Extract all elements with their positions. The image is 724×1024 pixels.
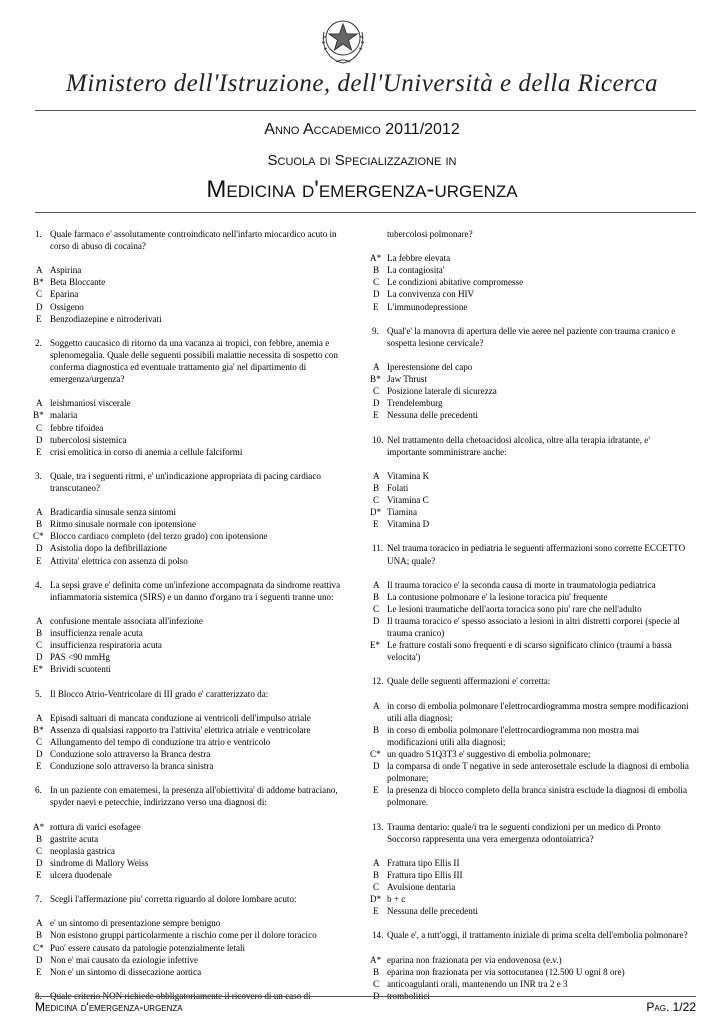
options-7 bbox=[35, 917, 353, 977]
option: E Conduzione solo attraverso la branca sinistra bbox=[36, 761, 214, 772]
option: A Il trauma toracico e' la seconda causa di morte in traumatologia pediatrica bbox=[373, 579, 656, 590]
options-13 bbox=[372, 857, 690, 917]
option: C Vitamina C bbox=[373, 495, 429, 506]
options-9 bbox=[372, 361, 690, 421]
option: D Conduzione solo attraverso la Branca destra bbox=[36, 749, 211, 760]
option: D sindrome di Mallory Weiss bbox=[36, 857, 149, 868]
option: A Episodi saltuari di mancata conduzione ai ventricoli dell'impulso atriale bbox=[36, 712, 311, 723]
option: E L'immunodepressione bbox=[373, 301, 468, 312]
option: C insufficienza respiratoria acuta bbox=[36, 640, 162, 651]
option: C Eparina bbox=[36, 289, 79, 300]
question-12: 12. Quale delle seguenti affermazioni e' corretta: bbox=[372, 676, 551, 687]
option: D tubercolosi sistemica bbox=[36, 434, 127, 445]
option-correct: B* Jaw Thrust bbox=[370, 374, 427, 385]
option-correct: C* Blocco cardiaco completo (del terzo grado) con ipotensione bbox=[33, 531, 268, 542]
option-correct: B* malaria bbox=[33, 410, 78, 421]
option: C Posizione laterale di sicurezza bbox=[373, 386, 497, 397]
option: E Vitamina D bbox=[373, 519, 430, 530]
option: C Allungamento del tempo di conduzione tra atrio e ventricolo bbox=[36, 736, 271, 747]
footer-page-number: Pag. 1/22 bbox=[646, 1000, 696, 1014]
option: B Non esistono gruppi particolarmente a rischio come per il dolore toracico bbox=[36, 930, 317, 941]
question-4: 4. La sepsi grave e' definita come un'infezione accompagnata da sindrome reattiva infiammatoria sistemica (SIRS) e un danno d'organo tra i seguenti tranne uno: bbox=[35, 579, 341, 602]
question-13: 13. Trauma dentario: quale/i tra le seguenti condizioni per un medico di Pronto Soccorso rappresenta una vera emergenza odontoiatrica? bbox=[372, 821, 661, 844]
question-11: 11. Nel trauma toracico in pediatria le seguenti affermazioni sono corrette ECCETTO UNA; quale? bbox=[372, 543, 686, 566]
option: D la comparsa di onde T negative in sede anterosettale esclude la diagnosi di embolia polmonare; bbox=[373, 761, 689, 784]
option: A Iperestensione del capo bbox=[373, 362, 473, 373]
option: A Frattura tipo Ellis II bbox=[373, 857, 460, 868]
option: C febbre tifoidea bbox=[36, 422, 104, 433]
option-correct: E* Le fratture costali sono frequenti e di scarso significato clinico (traumi a bassa velocita') bbox=[370, 640, 672, 663]
option-correct: E* Brividi scuotenti bbox=[33, 664, 111, 675]
options-4 bbox=[35, 615, 353, 675]
option-correct: A* eparina non frazionata per via endovenosa (e.v.) bbox=[370, 954, 562, 965]
option: E Attivita' elettrica con assenza di polso bbox=[36, 555, 188, 566]
question-14: 14. Quale e', a tutt'oggi, il trattamento iniziale di prima scelta dell'embolia polmonare? bbox=[372, 930, 688, 941]
option: B eparina non frazionata per via sottocutanea (12.500 U ogni 8 ore) bbox=[373, 966, 625, 977]
options-6 bbox=[35, 821, 353, 881]
questions-right-column bbox=[372, 228, 690, 1014]
footer-specialty: Medicina d'emergenza-urgenza bbox=[35, 1000, 183, 1014]
option: B La contagiosita' bbox=[373, 265, 445, 276]
question-10: 10. Nel trattamento della chetoacidosi alcolica, oltre alla terapia idratante, e' importante somministrare anche: bbox=[372, 434, 650, 457]
option: B La contusione polmonare e' la lesione toracica piu' frequente bbox=[373, 591, 608, 602]
option: D Ossigeno bbox=[36, 301, 84, 312]
school-label: Scuola di Specializzazione in bbox=[267, 152, 457, 169]
option-correct: C* un quadro S1Q3T3 e' suggestivo di embolia polmonare; bbox=[370, 749, 591, 760]
options-1 bbox=[35, 264, 353, 324]
option: E Nessuna delle precedenti bbox=[373, 410, 478, 421]
options-12 bbox=[372, 700, 690, 809]
option-correct: D* Tiamina bbox=[370, 507, 417, 518]
option: D Asistolia dopo la defibrillazione bbox=[36, 543, 167, 554]
questions-left-column bbox=[35, 228, 353, 1014]
question-1: 1. Quale farmaco e' assolutamente controindicato nell'infarto miocardico acuto in corso di abuso di cocaina? bbox=[35, 229, 337, 252]
option: E Benzodiazepine e nitroderivati bbox=[36, 313, 162, 324]
option: C Le lesioni traumatiche dell'aorta toracica sono piu' rare che nell'adulto bbox=[373, 603, 642, 614]
options-5 bbox=[35, 712, 353, 772]
header-rule-bottom bbox=[35, 212, 696, 213]
option: A Aspirina bbox=[36, 265, 82, 276]
option: D Trendelemburg bbox=[373, 398, 443, 409]
option: D PAS <90 mmHg bbox=[36, 652, 110, 663]
option-correct: A* La febbre elevata bbox=[370, 253, 451, 264]
question-7: 7. Scegli l'affermazione piu' corretta riguardo al dolore lombare acuto: bbox=[35, 894, 297, 905]
option: B Ritmo sinusale normale con ipotensione bbox=[36, 519, 196, 530]
option-correct: D* b + c bbox=[370, 894, 406, 905]
option: A Bradicardia sinusale senza sintomi bbox=[36, 507, 177, 518]
republic-emblem-icon bbox=[318, 12, 368, 66]
options-8 bbox=[372, 252, 690, 312]
option: D Non e' mai causato da eziologie infettive bbox=[36, 954, 199, 965]
option: E crisi emolitica in corso di anemia a cellule falciformi bbox=[36, 446, 243, 457]
option: E ulcera duodenale bbox=[36, 869, 112, 880]
question-9: 9. Qual'e' la manovra di apertura delle vie aeree nel paziente con trauma cranico e sospetta lesione cervicale? bbox=[372, 325, 676, 348]
option-correct: B* Assenza di qualsiasi rapporto tra l'attivita' elettrica atriale e ventricolare bbox=[33, 724, 311, 735]
option: A Vitamina K bbox=[373, 470, 430, 481]
option: B in corso di embolia polmonare l'elettrocardiogramma non mostra mai modificazioni utili alla diagnosi; bbox=[373, 724, 640, 747]
option: C Le condizioni abitative compromesse bbox=[373, 277, 524, 288]
option: D Il trauma toracico e' spesso associato a lesioni in altri distretti corporei (specie al trauma cranico) bbox=[373, 616, 680, 639]
option: E Non e' un sintomo di dissecazione aortica bbox=[36, 966, 202, 977]
footer-rule bbox=[35, 996, 696, 997]
question-8: 8. Quale criterio NON richiede obbligatoriamente il ricovero di un caso di bbox=[35, 990, 311, 1001]
academic-year: Anno Accademico 2011/2012 bbox=[264, 121, 460, 138]
header-rule-top bbox=[35, 110, 696, 111]
option-correct: B* Beta Bloccante bbox=[33, 277, 106, 288]
option: B Folati bbox=[373, 482, 409, 493]
question-8-continuation: tubercolosi polmonare? bbox=[387, 229, 473, 239]
option: A leishmaniosi viscerale bbox=[36, 398, 131, 409]
option: B insufficienza renale acuta bbox=[36, 628, 143, 639]
options-3 bbox=[35, 506, 353, 566]
option: E la presenza di blocco completo della branca sinistra esclude la diagnosi di embolia polmonare. bbox=[373, 785, 687, 808]
option: E Nessuna delle precedenti bbox=[373, 906, 478, 917]
option-correct: C* Puo' essere causato da patologie potenzialmente letali bbox=[33, 942, 246, 953]
option: C Avulsione dentaria bbox=[373, 882, 456, 893]
question-3: 3. Quale, tra i seguenti ritmi, e' un'indicazione appropriata di pacing cardiaco transcutaneo? bbox=[35, 470, 321, 493]
option-correct: A* rottura di varici esofagee bbox=[33, 821, 141, 832]
options-11 bbox=[372, 579, 690, 664]
specialty-title: Medicina d'emergenza-urgenza bbox=[206, 176, 518, 203]
options-10 bbox=[372, 470, 690, 530]
option: B gastrite acuta bbox=[36, 833, 99, 844]
question-2: 2. Soggetto caucasico di ritorno da una vacanza ai tropici, con febbre, anemia e splenomegalia. Quale delle seguenti possibili malattie necessita di sospetto con conferma diagnostica ed eventuale trattamento gia' nel dipartimento di emergenza/urgenza? bbox=[35, 337, 338, 385]
options-2 bbox=[35, 397, 353, 457]
option: A confusione mentale associata all'infezione bbox=[36, 616, 203, 626]
option: A e' un sintomo di presentazione sempre benigno bbox=[36, 918, 221, 929]
option: B Frattura tipo Ellis III bbox=[373, 869, 463, 880]
option: D trombolitici bbox=[373, 990, 430, 1001]
question-5: 5. Il Blocco Atrio-Ventricolare di III grado e' caratterizzato da: bbox=[35, 688, 269, 699]
options-14 bbox=[372, 954, 690, 1002]
option: C anticoagulanti orali, mantenendo un INR tra 2 e 3 bbox=[373, 978, 568, 989]
option: C neoplasia gastrica bbox=[36, 845, 115, 856]
question-6: 6. In un paziente con ematemesi, la presenza all'obiettivita' di addome batraciano, spyder naevi e petecchie, indirizzano verso una diagnosi di: bbox=[35, 785, 338, 808]
ministry-title: Ministero dell'Istruzione, dell'Università e della Ricerca bbox=[66, 70, 658, 97]
option: A in corso di embolia polmonare l'elettrocardiogramma mostra sempre modificazioni utili alla diagnosi; bbox=[373, 700, 689, 723]
option: D La convivenza con HIV bbox=[373, 289, 475, 300]
